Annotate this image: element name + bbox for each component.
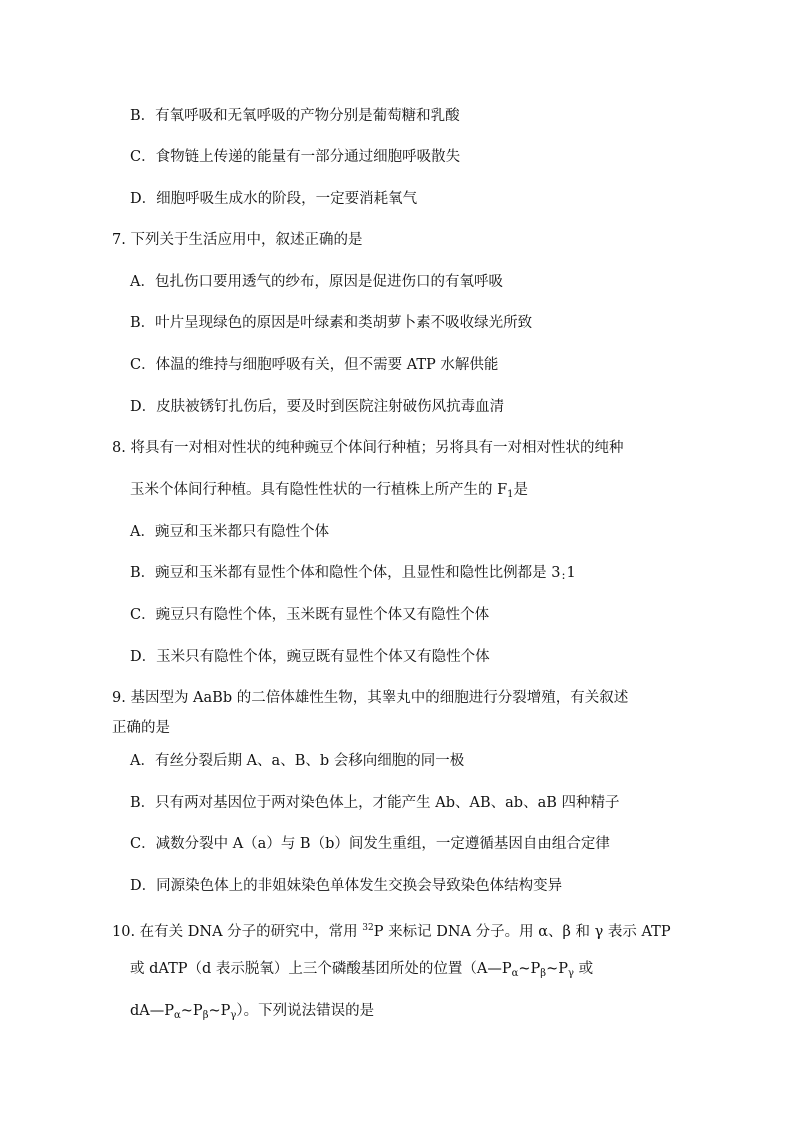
q7-option-d: D．皮肤被锈钉扎伤后，要及时到医院注射破伤风抗毒血清 <box>130 399 505 415</box>
q7-option-b: B．叶片呈现绿色的原因是叶绿素和类胡萝卜素不吸收绿光所致 <box>130 315 533 331</box>
q8-stem-line-2 <box>130 480 528 505</box>
q9-stem-line-2: 正确的是 <box>112 720 170 736</box>
q6-option-c: C．食物链上传递的能量有一部分通过细胞呼吸散失 <box>130 149 461 165</box>
q8-ratio-colon: : <box>561 568 566 582</box>
q10-isotope-superscript: 32 <box>362 923 374 933</box>
q10-beta-sub-2: β <box>202 1010 209 1021</box>
q8-f1-subscript: 1 <box>507 489 514 500</box>
q10-stem-line-2-text: 或 dATP（d 表示脱氧）上三个磷酸基团所处的位置（A—P <box>130 961 512 977</box>
q10-alpha-sub: α <box>511 968 519 979</box>
q10-stem-line-1-end: P 来标记 DNA 分子。用 α、β 和 γ 表示 ATP <box>373 924 671 940</box>
q8-option-b-text: B．豌豆和玉米都有显性个体和隐性个体，且显性和隐性比例都是 3 <box>130 565 561 581</box>
q7-stem: 7. 下列关于生活应用中，叙述正确的是 <box>112 232 363 248</box>
q7-option-a: A．包扎伤口要用透气的纱布，原因是促进伤口的有氧呼吸 <box>130 274 503 290</box>
q10-stem-line-3-end: ）。下列说法错误的是 <box>236 1003 375 1019</box>
q10-gamma-sub-2: γ <box>230 1010 237 1021</box>
q10-beta-sub: β <box>540 968 547 979</box>
q10-bond-1: ~P <box>518 961 541 977</box>
q10-stem-line-2 <box>130 959 593 984</box>
q10-stem-line-2-end: 或 <box>573 961 594 977</box>
q6-option-b: B．有氧呼吸和无氧呼吸的产物分别是葡萄糖和乳酸 <box>130 108 460 124</box>
q8-option-b-ratio-end: 1 <box>566 565 576 581</box>
q8-option-a: A．豌豆和玉米都只有隐性个体 <box>130 524 329 540</box>
q10-bond-4: ~P <box>208 1003 231 1019</box>
q8-stem-line-2-text: 玉米个体间行种植。具有隐性性状的一行植株上所产生的 F <box>130 482 508 498</box>
q8-option-b <box>130 563 576 583</box>
q8-stem-line-2-end: 是 <box>513 482 529 498</box>
q9-option-d: D．同源染色体上的非姐妹染色单体发生交换会导致染色体结构变异 <box>130 878 563 894</box>
q10-stem-line-3-text: dA—P <box>130 1003 175 1019</box>
q9-stem-line-1: 9. 基因型为 AaBb 的二倍体雄性生物，其睾丸中的细胞进行分裂增殖，有关叙述 <box>112 690 629 706</box>
q6-option-d: D．细胞呼吸生成水的阶段，一定要消耗氧气 <box>130 191 418 207</box>
q7-option-c: C．体温的维持与细胞呼吸有关，但不需要 ATP 水解供能 <box>130 357 499 373</box>
q10-stem-line-1 <box>112 918 671 942</box>
q9-option-a: A．有丝分裂后期 A、a、B、b 会移向细胞的同一极 <box>130 753 465 769</box>
q8-option-d: D．玉米只有隐性个体，豌豆既有显性个体又有隐性个体 <box>130 649 490 665</box>
q9-option-b: B．只有两对基因位于两对染色体上，才能产生 Ab、AB、ab、aB 四种精子 <box>130 795 620 811</box>
q9-option-c: C．减数分裂中 A（a）与 B（b）间发生重组，一定遵循基因自由组合定律 <box>130 836 610 852</box>
q10-alpha-sub-2: α <box>174 1010 181 1021</box>
q8-option-c: C．豌豆只有隐性个体，玉米既有显性个体又有隐性个体 <box>130 607 490 623</box>
q10-bond-2: ~P <box>546 961 568 977</box>
q8-stem-line-1: 8. 将具有一对相对性状的纯种豌豆个体间行种植；另将具有一对相对性状的纯种 <box>112 440 624 456</box>
q10-bond-3: ~P <box>180 1003 203 1019</box>
q10-stem-line-3 <box>130 1001 374 1026</box>
q10-stem-line-1-text: 10. 在有关 DNA 分子的研究中，常用 <box>112 924 363 940</box>
q10-gamma-sub: γ <box>567 968 574 979</box>
